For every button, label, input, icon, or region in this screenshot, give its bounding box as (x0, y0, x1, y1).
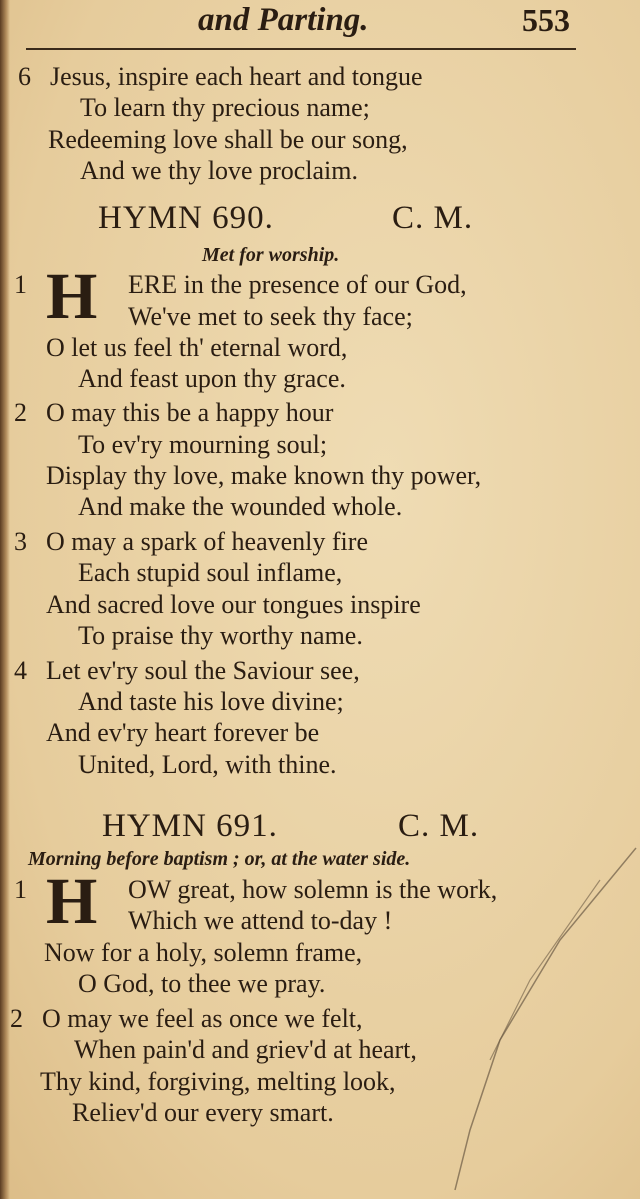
verse-line: O may this be a happy hour (46, 398, 334, 427)
verse-number: 4 (14, 656, 27, 685)
verse-line: We've met to seek thy face; (128, 302, 413, 331)
verse-line: O may a spark of heavenly fire (46, 527, 368, 556)
verse-line: Redeeming love shall be our song, (48, 125, 408, 154)
verse-line: To ev'ry mourning soul; (78, 430, 328, 459)
verse-line: ERE in the presence of our God, (128, 270, 467, 299)
verse-line: And taste his love divine; (78, 687, 344, 716)
hymn-meter: C. M. (392, 200, 474, 236)
verse-line: And we thy love proclaim. (80, 156, 358, 185)
drop-cap: H (46, 260, 98, 333)
hymn-subtitle: Morning before baptism ; or, at the water side. (28, 848, 411, 870)
verse-line: And ev'ry heart forever be (46, 718, 320, 747)
hymn-subtitle: Met for worship. (202, 244, 340, 266)
verse-line: And sacred love our tongues inspire (46, 590, 421, 619)
drop-cap: H (46, 865, 98, 938)
verse-number: 6 (18, 62, 31, 91)
page-number: 553 (522, 2, 570, 38)
verse-number: 1 (14, 270, 27, 299)
verse-line: OW great, how solemn is the work, (128, 875, 498, 904)
verse-number: 1 (14, 875, 27, 904)
verse-number: 3 (14, 527, 27, 556)
verse-line: And feast upon thy grace. (78, 364, 346, 393)
verse-number: 2 (14, 398, 27, 427)
verse-line: United, Lord, with thine. (78, 750, 337, 779)
verse-line: Jesus, inspire each heart and tongue (50, 62, 423, 91)
verse-line: Display thy love, make known thy power, (46, 461, 482, 490)
verse-line: Each stupid soul inflame, (78, 558, 343, 587)
verse-line: Which we attend to-day ! (128, 906, 393, 935)
running-title: and Parting. (198, 2, 369, 38)
verse-line: When pain'd and griev'd at heart, (74, 1035, 417, 1064)
hymn-heading: HYMN 691. (102, 808, 278, 844)
verse-line: Now for a holy, solemn frame, (44, 938, 363, 967)
hymn-meter: C. M. (398, 808, 480, 844)
verse-line: Reliev'd our every smart. (72, 1098, 334, 1127)
verse-line: O may we feel as once we felt, (42, 1004, 363, 1033)
verse-line: And make the wounded whole. (78, 492, 403, 521)
verse-line: O God, to thee we pray. (78, 969, 326, 998)
verse-line: Thy kind, forgiving, melting look, (40, 1067, 396, 1096)
verse-line: To praise thy worthy name. (78, 621, 363, 650)
verse-number: 2 (10, 1004, 23, 1033)
hymn-heading: HYMN 690. (98, 200, 274, 236)
verse-line: O let us feel th' eternal word, (46, 333, 348, 362)
verse-line: To learn thy precious name; (80, 93, 370, 122)
verse-line: Let ev'ry soul the Saviour see, (46, 656, 360, 685)
